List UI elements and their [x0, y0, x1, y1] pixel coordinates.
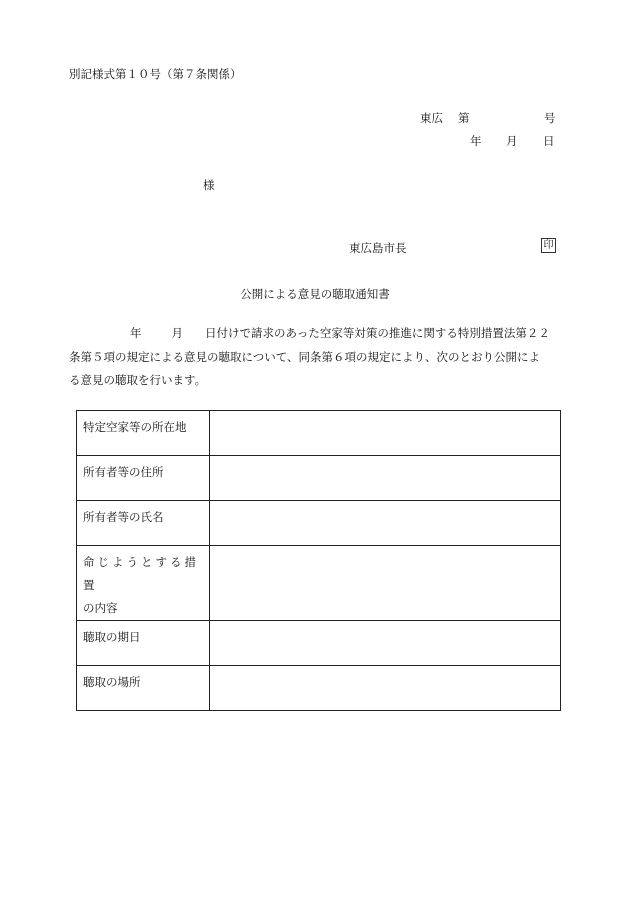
table-row	[77, 501, 561, 546]
seal-mark: 印	[541, 238, 556, 253]
row-value-location	[210, 411, 561, 456]
row-label-measure-line1: 命じようとする措置	[83, 555, 199, 592]
hearing-info-table	[76, 410, 561, 711]
table-row	[77, 456, 561, 501]
row-label-location: 特定空家等の所在地	[77, 411, 210, 456]
doc-number-go: 号	[544, 111, 556, 125]
body-line-3: る意見の聴取を行います。	[69, 373, 207, 387]
row-value-hearing-place	[210, 666, 561, 711]
row-label-owner-address: 所有者等の住所	[77, 456, 210, 501]
body-paragraph	[69, 322, 559, 393]
table-row	[77, 411, 561, 456]
doc-number-prefix: 東広	[420, 111, 443, 125]
form-number: 別記様式第１０号（第７条関係）	[69, 67, 242, 81]
doc-number-dai: 第	[458, 111, 470, 125]
row-label-hearing-date: 聴取の期日	[77, 621, 210, 666]
table-row	[77, 666, 561, 711]
body-month: 月	[171, 326, 183, 340]
row-value-owner-name	[210, 501, 561, 546]
date-day: 日	[543, 134, 555, 148]
row-label-measure-line2: の内容	[83, 601, 118, 615]
row-value-measure	[210, 546, 561, 621]
date-year: 年	[470, 134, 482, 148]
row-value-hearing-date	[210, 621, 561, 666]
body-line-2: 条第５項の規定による意見の聴取について、同条第６項の規定により、次のとおり公開によ	[69, 349, 541, 364]
row-label-owner-name: 所有者等の氏名	[77, 501, 210, 546]
body-line1-text: 日付けで請求のあった空家等対策の推進に関する特別措置法第２２	[205, 326, 550, 340]
row-label-hearing-place: 聴取の場所	[77, 666, 210, 711]
body-line-1	[69, 322, 559, 346]
issuer-name: 東広島市長	[349, 241, 407, 255]
body-year: 年	[130, 326, 142, 340]
row-label-measure	[77, 546, 210, 621]
table-row	[77, 546, 561, 621]
recipient-honorific: 様	[203, 178, 215, 192]
date-month: 月	[506, 134, 518, 148]
row-value-owner-address	[210, 456, 561, 501]
table-row	[77, 621, 561, 666]
document-title: 公開による意見の聴取通知書	[240, 287, 390, 301]
